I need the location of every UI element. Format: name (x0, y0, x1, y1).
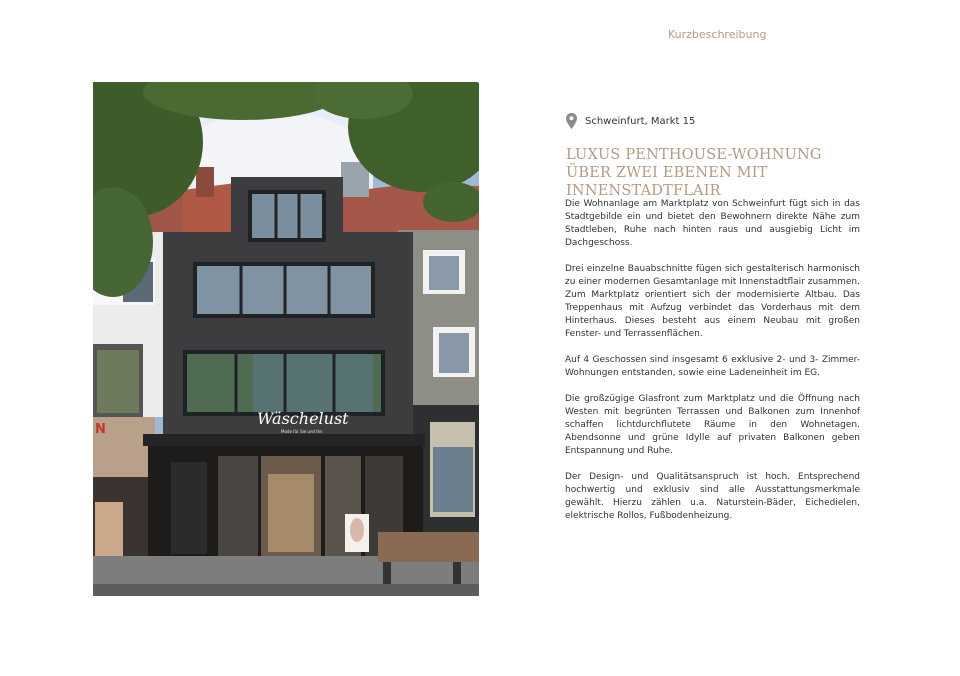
paragraph: Die großzügige Glasfront zum Marktplatz und die Öffnung nach Westen mit begrünten Terrassen und Balkonen zum Innenhof schaffen lichtdurchflutete Räume in den Wohnetagen. Abendsonne und grüne Idylle auf privaten Balkonen geben Entspannung und Ruhe. (565, 394, 860, 456)
side-sign: N (95, 422, 106, 437)
map-pin-icon (566, 113, 577, 129)
paragraph: Die Wohnanlage am Marktplatz von Schweinfurt fügt sich in das Stadtgebilde ein und bietet den Bewohnern direkte Nähe zum Stadtleben, Ruhe nach hinten raus und ausgiebig Licht im Dachgeschoss. (565, 199, 860, 248)
location (566, 113, 695, 129)
paragraph: Der Design- und Qualitätsanspruch ist hoch. Entsprechend hochwertig und exklusiv sind alle Ausstattungsmerkmale gewählt. Hierzu zählen u.a. Naturstein-Bäder, Eichedielen, elektrische Rollos, Fußbodenheizung. (565, 472, 860, 521)
paragraph: Drei einzelne Bauabschnitte fügen sich gestalterisch harmonisch zu einer modernen Gesamtanlage mit Innenstadtflair zusammen. Zum Marktplatz orientiert sich der modernisierte Altbau. Das Treppenhaus mit Aufzug verbindet das Vorderhaus mit dem Hinterhaus. Dieses besteht aus einem Neubau mit großen Fenster- und Terrassenflächen. (565, 264, 860, 339)
paragraph: Auf 4 Geschossen sind insgesamt 6 exklusive 2- und 3- Zimmer-Wohnungen entstanden, sowie eine Ladeneinheit im EG. (565, 355, 860, 378)
location-text: Schweinfurt, Markt 15 (585, 115, 696, 127)
page-title: LUXUS PENTHOUSE-WOHNUNG ÜBER ZWEI EBENEN MIT INNENSTADTFLAIR (566, 147, 822, 199)
shop-sign-subtitle: Mode für Sie und Ihn (281, 429, 323, 434)
section-label: Kurzbeschreibung (668, 28, 767, 41)
description (565, 198, 860, 536)
shop-sign: Wäschelust (257, 409, 349, 428)
building-photo (93, 82, 479, 596)
